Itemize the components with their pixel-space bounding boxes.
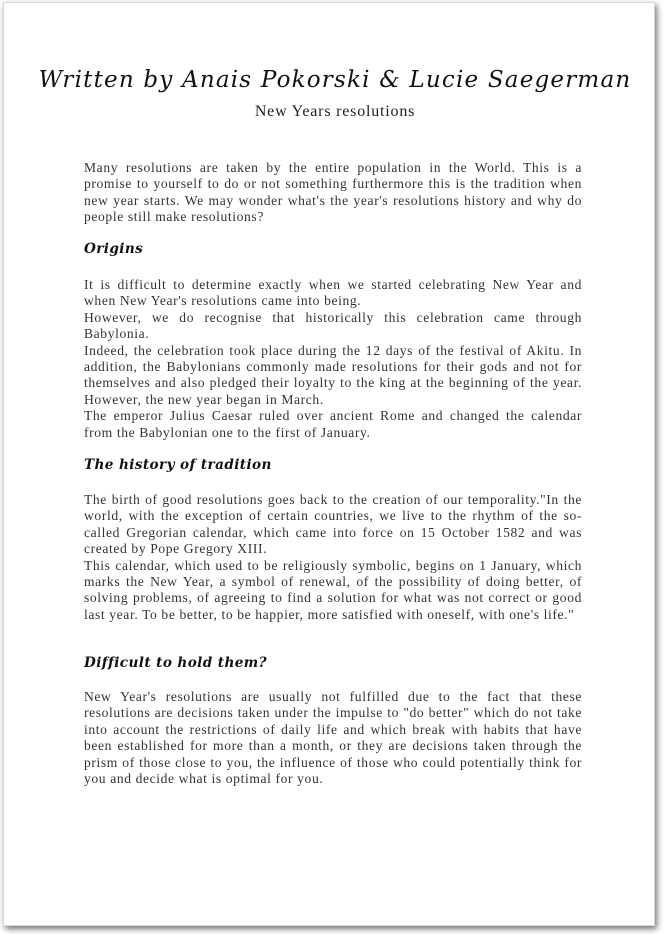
origins-paragraph: The emperor Julius Caesar ruled over ancient Rome and changed the calendar from the Babylonian one to the first of January. (84, 408, 582, 440)
history-paragraph: The birth of good resolutions goes back to the creation of our temporality."In the world, with the exception of certain countries, we live to the rhythm of the so-called Gregorian calendar, which came into force on 15 October 1582 and was created by Pope Gregory XIII. (84, 492, 582, 557)
history-text (84, 492, 582, 623)
section-heading-history: The history of tradition (84, 457, 272, 473)
origins-text (84, 277, 582, 441)
section-heading-origins: Origins (84, 241, 144, 257)
history-paragraph: This calendar, which used to be religiously symbolic, begins on 1 January, which marks the New Year, a symbol of renewal, of the possibility of doing better, of solving problems, of agreeing to find a solution for what was not correct or good last year. To be better, to be happier, more satisfied with oneself, with one's life." (84, 557, 582, 622)
origins-paragraph: However, we do recognise that historically this celebration came through Babylonia. (84, 309, 582, 342)
section-heading-difficult: Difficult to hold them? (84, 655, 267, 671)
origins-paragraph: It is difficult to determine exactly when we started celebrating New Year and when New Year's resolutions came into being. (84, 277, 582, 309)
difficult-paragraph: New Year's resolutions are usually not fulfilled due to the fact that these resolutions are decisions taken under the impulse to "do better" which do not take into account the restrictions of daily life and which break with habits that have been established for more than a month, or they are decisions taken through the prism of those close to you, the influence of those who could potentially think for you and decide what is optimal for you. (84, 689, 582, 787)
origins-paragraph: Indeed, the celebration took place during the 12 days of the festival of Akitu. In addition, the Babylonians commonly made resolutions for their gods and not for themselves and also pledged their loyalty to the king at the beginning of the year. However, the new year began in March. (84, 342, 582, 407)
document-title: Written by Anais Pokorski & Lucie Saegerman (38, 67, 632, 93)
difficult-text (84, 689, 582, 787)
document-subtitle: New Years resolutions (254, 103, 416, 120)
intro-paragraph: Many resolutions are taken by the entire population in the World. This is a promise to yourself to do or not something furthermore this is the tradition when new year starts. We may wonder what's the year's resolutions history and why do people still make resolutions? (84, 160, 582, 225)
document-page (3, 2, 655, 926)
